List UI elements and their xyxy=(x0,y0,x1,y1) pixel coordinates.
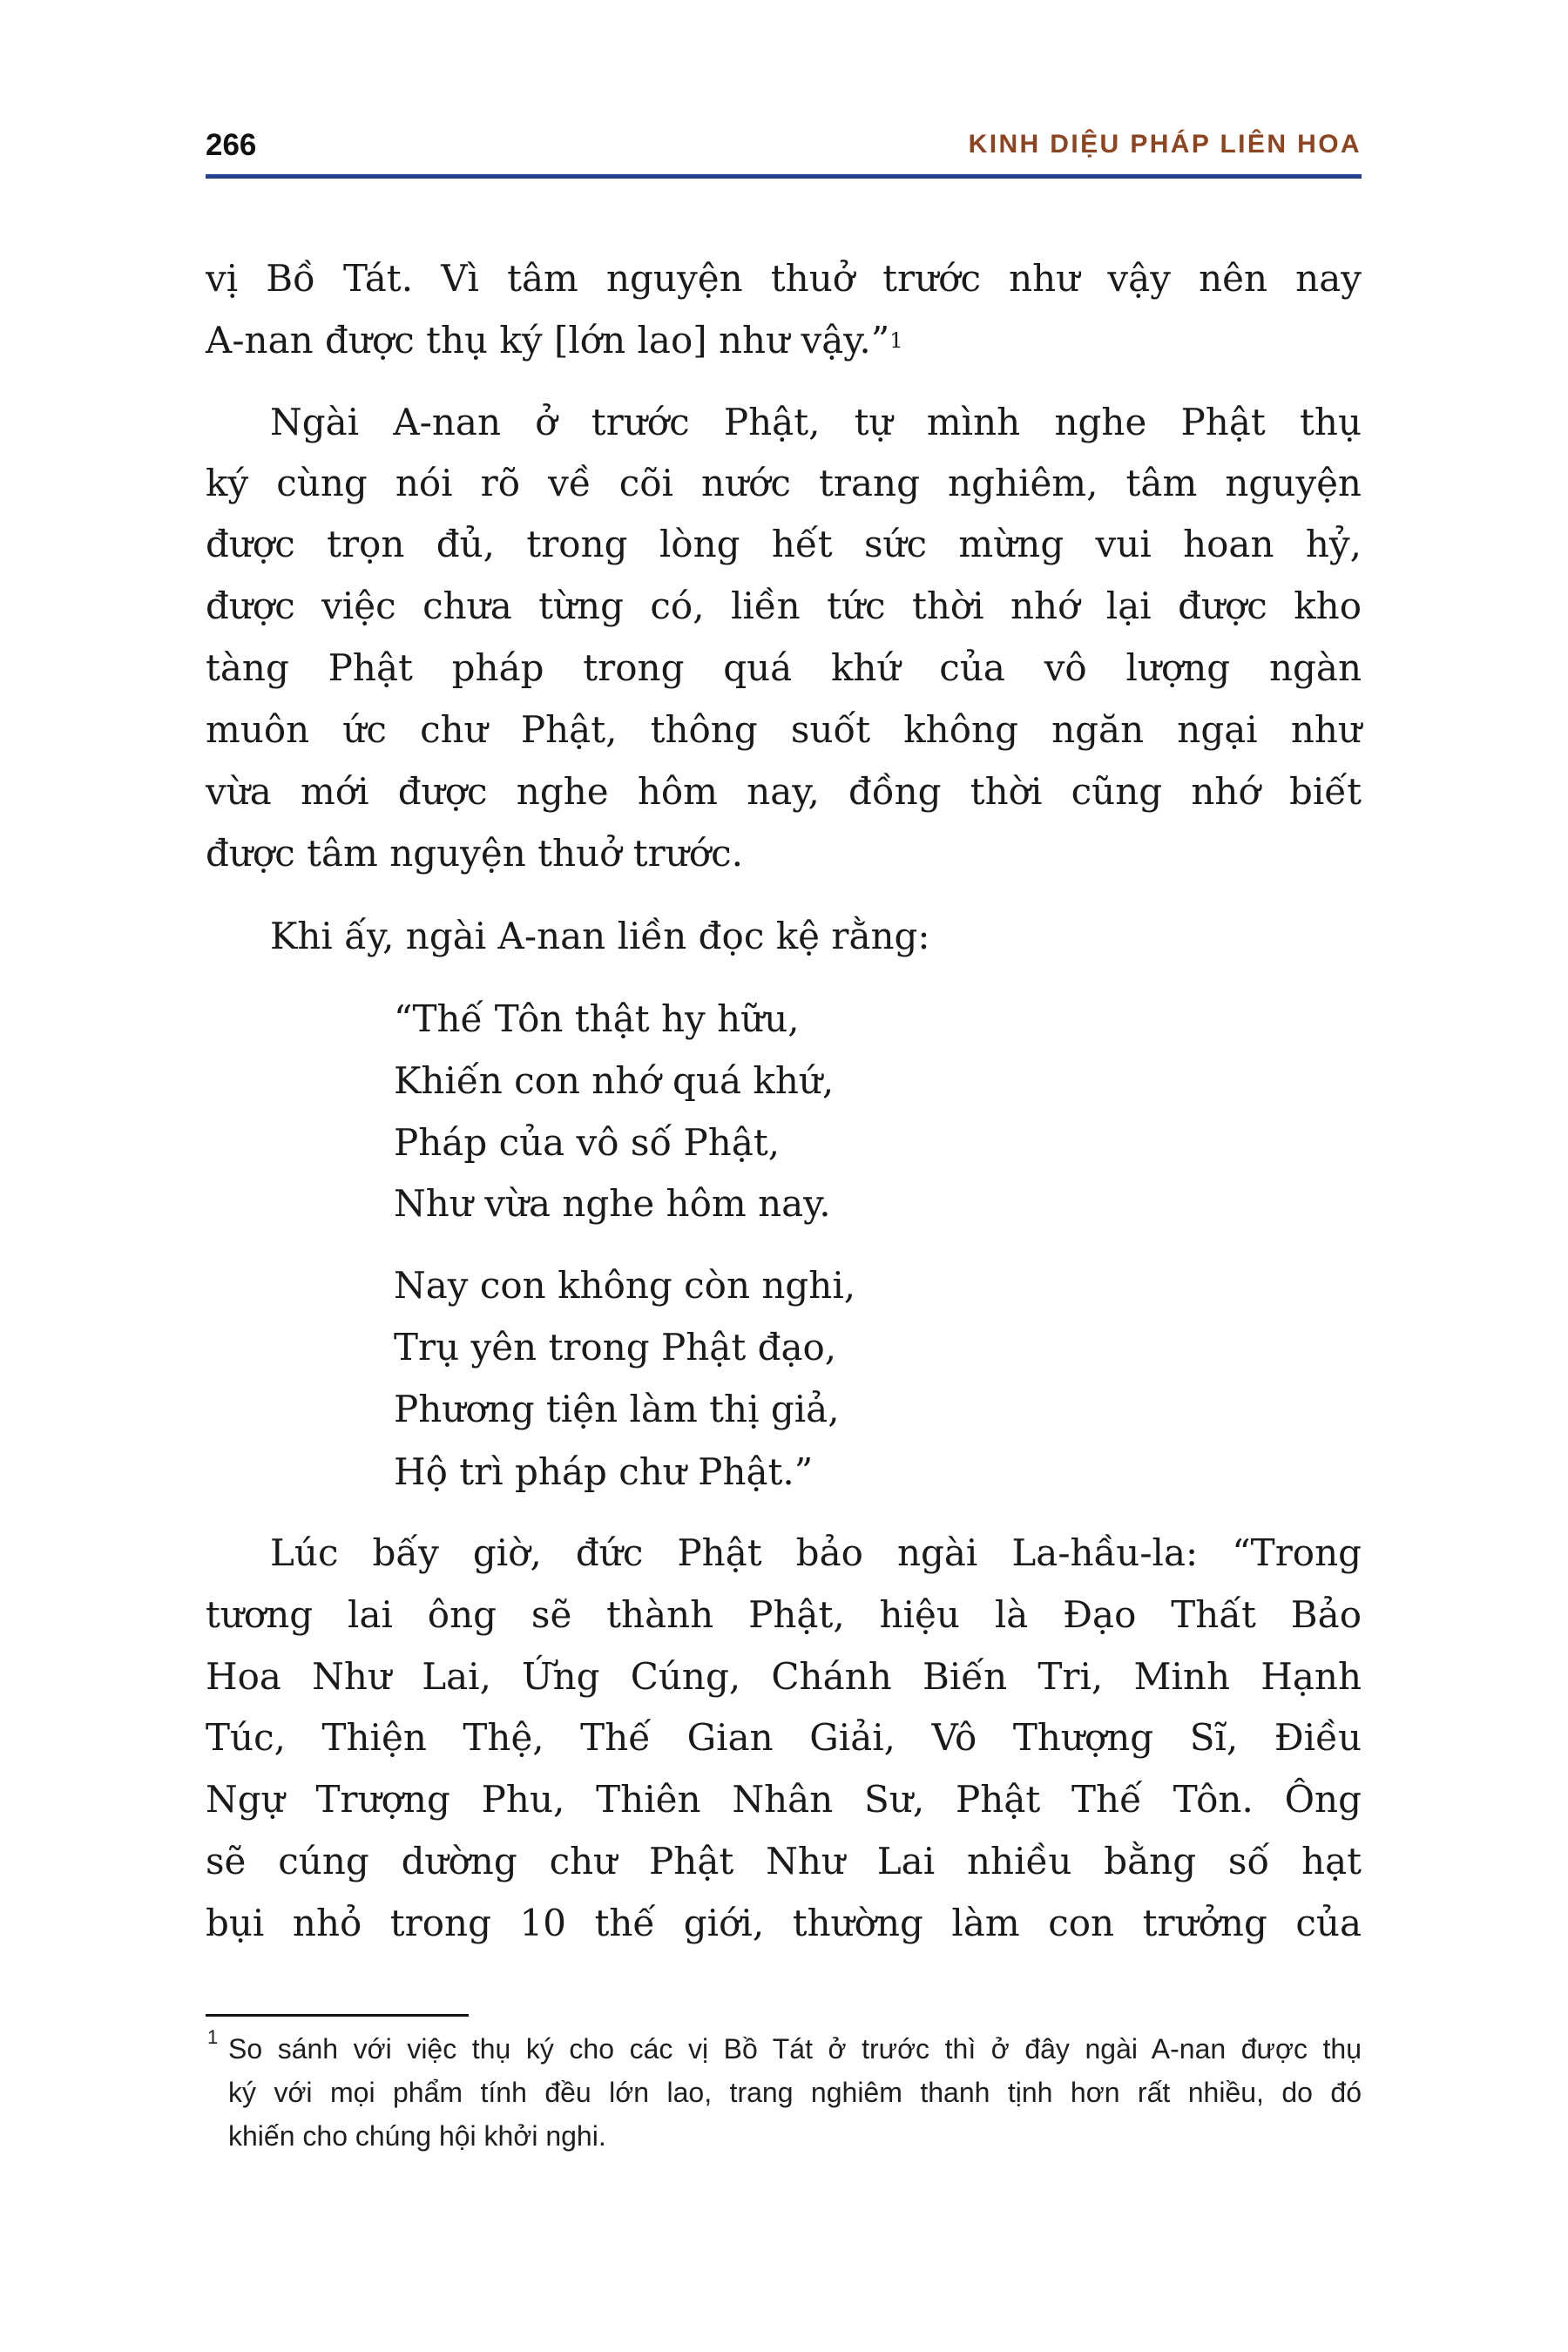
body-line: Ngự Trượng Phu, Thiên Nhân Sư, Phật Thế Tôn. Ông xyxy=(206,1778,1362,1821)
body-line: bụi nhỏ trong 10 thế giới, thường làm con trưởng của xyxy=(206,1902,1362,1944)
body-line: Hoa Như Lai, Ứng Cúng, Chánh Biến Tri, Minh Hạnh xyxy=(206,1655,1362,1698)
verse-line: Phương tiện làm thị giả, xyxy=(394,1388,840,1430)
body-line-text: A-nan được thụ ký [lớn lao] như vậy.” xyxy=(206,319,890,362)
body-line: Ngài A-nan ở trước Phật, tự mình nghe Phật thụ xyxy=(270,401,1362,443)
body-line: muôn ức chư Phật, thông suốt không ngăn ngại như xyxy=(206,708,1362,751)
body-line: tương lai ông sẽ thành Phật, hiệu là Đạo Thất Bảo xyxy=(206,1593,1362,1636)
verse-line: Khiến con nhớ quá khứ, xyxy=(394,1059,835,1102)
body-line xyxy=(206,310,1362,371)
footnote-line: ký với mọi phẩm tính đều lớn lao, trang nghiêm thanh tịnh hơn rất nhiều, do đó xyxy=(228,2077,1362,2108)
footnote-reference[interactable]: 1 xyxy=(889,328,903,353)
body-line: được tâm nguyện thuở trước. xyxy=(206,832,743,875)
verse-line: Trụ yên trong Phật đạo, xyxy=(394,1326,837,1369)
verse-line: “Thế Tôn thật hy hữu, xyxy=(394,997,800,1040)
body-line: được việc chưa từng có, liền tức thời nhớ lại được kho xyxy=(206,585,1362,627)
body-line: sẽ cúng dường chư Phật Như Lai nhiều bằng số hạt xyxy=(206,1840,1362,1882)
verse-line: Pháp của vô số Phật, xyxy=(394,1121,781,1164)
body-line: Túc, Thiện Thệ, Thế Gian Giải, Vô Thượng Sĩ, Điều xyxy=(206,1716,1362,1759)
header-rule xyxy=(206,174,1362,179)
body-line: vừa mới được nghe hôm nay, đồng thời cũng nhớ biết xyxy=(206,770,1362,813)
body-line: ký cùng nói rõ về cõi nước trang nghiêm, tâm nguyện xyxy=(206,462,1362,504)
body-line: được trọn đủ, trong lòng hết sức mừng vui hoan hỷ, xyxy=(206,523,1362,565)
running-title: KINH DIỆU PHÁP LIÊN HOA xyxy=(968,130,1362,159)
footnote-rule xyxy=(206,2014,469,2017)
footnote-line: khiến cho chúng hội khởi nghi. xyxy=(228,2120,606,2152)
verse-line: Nay con không còn nghi, xyxy=(394,1264,856,1307)
body-line: vị Bồ Tát. Vì tâm nguyện thuở trước như vậy nên nay xyxy=(206,257,1362,300)
body-line: Khi ấy, ngài A-nan liền đọc kệ rằng: xyxy=(270,915,930,957)
footnote-line: So sánh với việc thụ ký cho các vị Bồ Tát ở trước thì ở đây ngài A-nan được thụ xyxy=(228,2033,1362,2065)
footnote-marker: 1 xyxy=(207,2026,219,2048)
verse-line: Hộ trì pháp chư Phật.” xyxy=(394,1450,814,1493)
body-line: tàng Phật pháp trong quá khứ của vô lượng ngàn xyxy=(206,646,1362,689)
page-number: 266 xyxy=(206,128,257,162)
verse-line: Như vừa nghe hôm nay. xyxy=(394,1182,831,1225)
body-line: Lúc bấy giờ, đức Phật bảo ngài La-hầu-la: “Trong xyxy=(270,1531,1362,1574)
